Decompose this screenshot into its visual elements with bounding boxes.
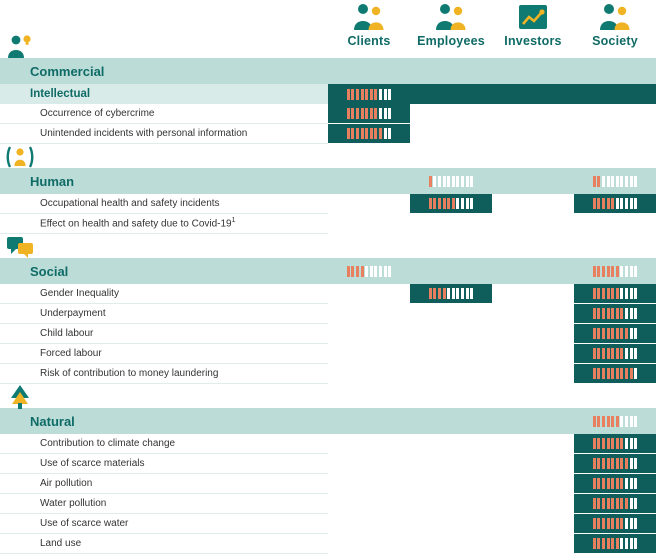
topic-row-label: [0, 534, 328, 554]
group-row-label-text: Natural: [30, 413, 75, 429]
column-header-label: Employees: [417, 34, 485, 48]
score-meter: [347, 89, 391, 100]
group-row-label: [0, 258, 328, 284]
table-row: [0, 434, 662, 454]
score-cell: [328, 474, 410, 494]
score-meter: [593, 328, 637, 339]
score-cell: [410, 344, 492, 364]
topic-row-label-text: Water pollution: [40, 498, 107, 509]
people-group-icon: [574, 0, 656, 34]
column-header-clients: [328, 0, 410, 48]
column-header-label: Clients: [347, 34, 391, 48]
topic-row-label-text: Contribution to climate change: [40, 438, 176, 449]
score-cell: [328, 258, 410, 284]
topic-row-label-text: Occupational health and safety incidents: [40, 198, 220, 209]
people-group-icon: [598, 2, 632, 32]
score-cell: [328, 168, 410, 194]
score-meter: [593, 478, 637, 489]
score-meter: [593, 438, 637, 449]
score-cell: [410, 434, 492, 454]
person-circle-icon: [6, 144, 34, 170]
group-row-label: [0, 58, 328, 84]
score-cell: [328, 194, 410, 214]
score-cell: [410, 364, 492, 384]
score-cell: [410, 124, 492, 144]
score-cell: [492, 258, 574, 284]
score-cell: [574, 474, 656, 494]
topic-row-label-text: Land use: [40, 538, 82, 549]
group-row-label-text: Commercial: [30, 63, 105, 79]
score-cell: [410, 408, 492, 434]
score-cell: [574, 194, 656, 214]
topic-row-label: [0, 454, 328, 474]
score-cell: [492, 84, 574, 104]
score-cell: [328, 344, 410, 364]
score-meter: [593, 498, 637, 509]
score-cell: [328, 104, 410, 124]
group-row: [0, 258, 662, 284]
column-header-row: [0, 0, 662, 58]
score-cell: [410, 214, 492, 234]
score-cell: [574, 494, 656, 514]
score-cell: [410, 284, 492, 304]
score-meter: [593, 458, 637, 469]
group-row-label: [0, 168, 328, 194]
group-spacer: [0, 234, 662, 258]
score-cell: [328, 514, 410, 534]
table-row: [0, 324, 662, 344]
topic-row-label: [0, 304, 328, 324]
score-cell: [574, 84, 656, 104]
score-cell: [574, 168, 656, 194]
topic-row-label: [0, 214, 328, 234]
score-cell: [492, 408, 574, 434]
person-chart-icon: [516, 2, 550, 32]
table-row: [0, 344, 662, 364]
column-header-investors: [492, 0, 574, 48]
score-cell: [410, 454, 492, 474]
score-meter: [429, 198, 473, 209]
score-meter: [429, 176, 473, 187]
group-row-label-text: Social: [30, 263, 69, 279]
score-cell: [328, 454, 410, 474]
score-cell: [410, 494, 492, 514]
column-header-label: Society: [592, 34, 638, 48]
group-row: [0, 408, 662, 434]
score-meter: [347, 128, 391, 139]
score-meter: [593, 266, 637, 277]
table-row: [0, 364, 662, 384]
column-header-label: Investors: [504, 34, 562, 48]
score-meter: [593, 518, 637, 529]
score-cell: [492, 168, 574, 194]
score-cell: [574, 304, 656, 324]
score-cell: [492, 514, 574, 534]
score-cell: [492, 534, 574, 554]
score-cell: [410, 324, 492, 344]
table-row: [0, 214, 662, 234]
score-cell: [492, 214, 574, 234]
topic-row-label-text: Air pollution: [40, 478, 93, 489]
score-cell: [492, 344, 574, 364]
topic-row-label-text: Effect on health and safety due to Covid-$19^1$: [40, 217, 236, 230]
group-row: [0, 168, 662, 194]
score-cell: [492, 454, 574, 474]
score-cell: [328, 124, 410, 144]
group-row-label: [0, 408, 328, 434]
topic-row-label: [0, 494, 328, 514]
score-cell: [574, 284, 656, 304]
person-circle-icon: [6, 144, 32, 170]
people-group-icon: [410, 0, 492, 34]
score-cell: [492, 124, 574, 144]
score-cell: [492, 304, 574, 324]
score-cell: [574, 408, 656, 434]
group-row-label-text: Human: [30, 173, 75, 189]
score-cell: [574, 324, 656, 344]
topic-row-label-text: Occurrence of cybercrime: [40, 108, 155, 119]
speech-bubbles-icon: [6, 234, 34, 260]
group-spacer: [0, 384, 662, 408]
table-row: [0, 284, 662, 304]
table-row: [0, 194, 662, 214]
score-meter: [593, 368, 637, 379]
score-meter: [593, 308, 637, 319]
score-cell: [574, 514, 656, 534]
score-cell: [574, 258, 656, 284]
score-cell: [492, 434, 574, 454]
group-spacer: [0, 144, 662, 168]
column-header-employees: [410, 0, 492, 48]
score-cell: [492, 494, 574, 514]
score-cell: [328, 494, 410, 514]
speech-bubbles-icon: [6, 234, 32, 260]
person-lightbulb-icon: [6, 34, 34, 60]
subgroup-row-label-text: Intellectual: [30, 88, 91, 100]
topic-row-label-text: Underpayment: [40, 308, 106, 319]
topic-row-label: [0, 474, 328, 494]
topic-row-label-text: Use of scarce materials: [40, 458, 145, 469]
people-group-icon: [434, 2, 468, 32]
topic-row-label: [0, 284, 328, 304]
person-chart-icon: [492, 0, 574, 34]
table-row: [0, 304, 662, 324]
score-cell: [328, 214, 410, 234]
table-row: [0, 494, 662, 514]
score-cell: [574, 364, 656, 384]
people-group-icon: [328, 0, 410, 34]
score-cell: [328, 84, 410, 104]
topic-row-label: [0, 434, 328, 454]
table-row: [0, 124, 662, 144]
topic-row-label-text: Child labour: [40, 328, 94, 339]
score-cell: [492, 284, 574, 304]
topic-row-label: [0, 344, 328, 364]
topic-row-label: [0, 324, 328, 344]
topic-row-label: [0, 104, 328, 124]
table-row: [0, 514, 662, 534]
table-row: [0, 474, 662, 494]
topic-row-label-text: Use of scarce water: [40, 518, 129, 529]
score-cell: [574, 534, 656, 554]
score-cell: [328, 58, 410, 84]
score-cell: [328, 324, 410, 344]
score-meter: [593, 348, 637, 359]
column-header-society: [574, 0, 656, 48]
table-row: [0, 104, 662, 124]
score-cell: [410, 168, 492, 194]
score-cell: [328, 408, 410, 434]
score-cell: [574, 124, 656, 144]
score-cell: [410, 258, 492, 284]
subgroup-row-label: [0, 84, 328, 104]
score-cell: [328, 284, 410, 304]
topic-row-label: [0, 514, 328, 534]
score-cell: [492, 364, 574, 384]
score-cell: [492, 474, 574, 494]
score-cell: [492, 194, 574, 214]
score-cell: [574, 214, 656, 234]
score-cell: [492, 104, 574, 124]
score-cell: [328, 364, 410, 384]
score-cell: [492, 324, 574, 344]
score-cell: [492, 58, 574, 84]
score-meter: [347, 266, 391, 277]
score-meter: [593, 416, 637, 427]
score-cell: [328, 434, 410, 454]
score-meter: [593, 288, 637, 299]
score-cell: [410, 534, 492, 554]
topic-row-label: [0, 364, 328, 384]
person-lightbulb-icon: [6, 34, 32, 60]
score-cell: [410, 58, 492, 84]
score-cell: [410, 514, 492, 534]
table-row: [0, 534, 662, 554]
score-cell: [574, 434, 656, 454]
score-cell: [410, 194, 492, 214]
score-cell: [410, 304, 492, 324]
people-group-icon: [352, 2, 386, 32]
table-row: [0, 454, 662, 474]
score-cell: [574, 104, 656, 124]
score-meter: [347, 108, 391, 119]
score-cell: [574, 58, 656, 84]
score-meter: [593, 176, 637, 187]
score-cell: [410, 474, 492, 494]
score-cell: [328, 534, 410, 554]
score-cell: [328, 304, 410, 324]
subgroup-row: [0, 84, 662, 104]
topic-row-label: [0, 194, 328, 214]
group-row: [0, 58, 662, 84]
topic-row-label-text: Gender Inequality: [40, 288, 119, 299]
score-cell: [410, 104, 492, 124]
topic-row-label-text: Unintended incidents with personal information: [40, 128, 248, 139]
tree-icon: [6, 384, 34, 410]
topic-row-label-text: Risk of contribution to money laundering: [40, 368, 219, 379]
score-meter: [593, 198, 637, 209]
tree-icon: [6, 384, 32, 410]
score-cell: [574, 344, 656, 364]
score-cell: [574, 454, 656, 474]
score-cell: [410, 84, 492, 104]
topic-row-label-text: Forced labour: [40, 348, 102, 359]
topic-row-label: [0, 124, 328, 144]
score-meter: [429, 288, 473, 299]
